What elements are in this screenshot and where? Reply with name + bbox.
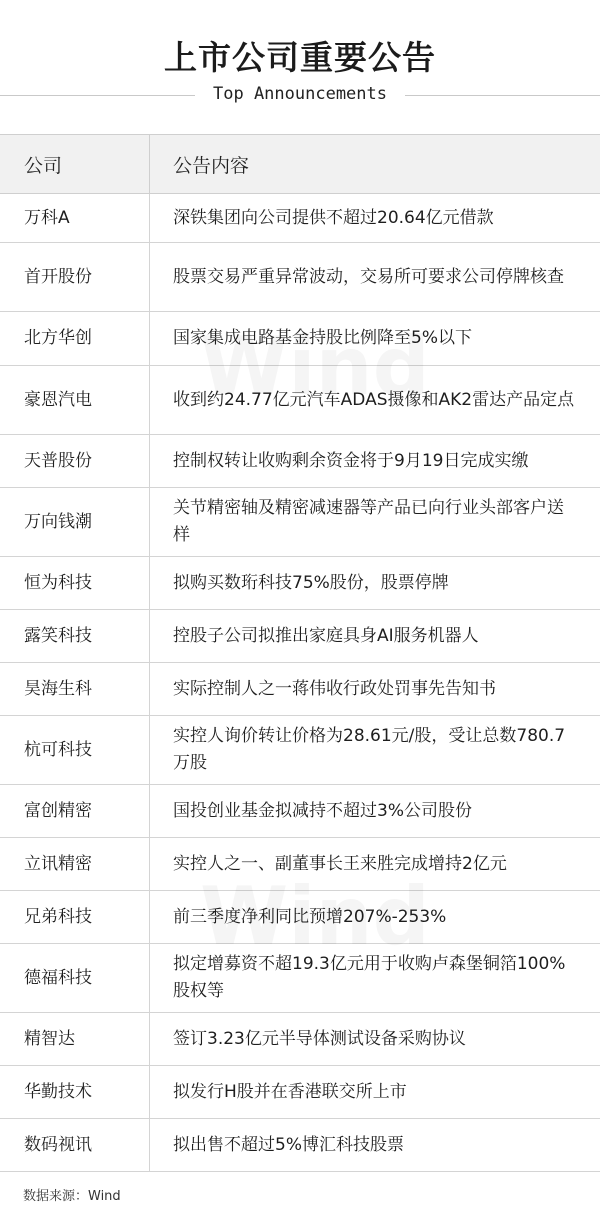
content-cell: 签订3.23亿元半导体测试设备采购协议 <box>173 1028 466 1049</box>
table-row <box>0 663 600 716</box>
table-row <box>0 435 600 488</box>
content-cell: 拟定增募资不超19.3亿元用于收购卢森堡铜箔100%股权等 <box>173 954 566 1001</box>
content-cell: 拟发行H股并在香港联交所上市 <box>173 1081 407 1102</box>
content-cell: 实际控制人之一蒋伟收行政处罚事先告知书 <box>173 678 496 699</box>
company-cell: 首开股份 <box>0 243 150 311</box>
page-subtitle: Top Announcements <box>213 84 387 104</box>
table-row <box>0 944 600 1013</box>
content-cell: 深铁集团向公司提供不超过20.64亿元借款 <box>173 207 494 228</box>
table-row <box>0 1066 600 1119</box>
table-row <box>0 838 600 891</box>
content-cell: 股票交易严重异常波动，交易所可要求公司停牌核查 <box>173 266 564 287</box>
content-cell: 控制权转让收购剩余资金将于9月19日完成实缴 <box>173 450 529 471</box>
company-cell: 德福科技 <box>0 944 150 1012</box>
table-header <box>0 134 600 194</box>
content-cell: 前三季度净利同比预增207%-253% <box>173 906 447 927</box>
content-cell: 收到约24.77亿元汽车ADAS摄像和AK2雷达产品定点 <box>173 389 575 410</box>
company-cell: 万向钱潮 <box>0 488 150 556</box>
column-header-company: 公司 <box>0 135 150 193</box>
company-cell: 精智达 <box>0 1013 150 1065</box>
content-cell: 拟购买数珩科技75%股份，股票停牌 <box>173 572 449 593</box>
company-cell: 富创精密 <box>0 785 150 837</box>
content-cell: 拟出售不超过5%博汇科技股票 <box>173 1134 404 1155</box>
announcements-table <box>0 134 600 1172</box>
table-row <box>0 488 600 557</box>
title-divider-right <box>405 95 600 96</box>
company-cell: 杭可科技 <box>0 716 150 784</box>
company-cell: 万科A <box>0 194 150 242</box>
data-source-note: 数据来源：Wind <box>23 1189 121 1204</box>
table-row <box>0 785 600 838</box>
company-cell: 立讯精密 <box>0 838 150 890</box>
table-row <box>0 891 600 944</box>
page-title: 上市公司重要公告 <box>164 38 436 77</box>
content-cell: 国投创业基金拟减持不超过3%公司股份 <box>173 800 472 821</box>
table-row <box>0 1119 600 1172</box>
content-cell: 实控人之一、副董事长王来胜完成增持2亿元 <box>173 853 507 874</box>
company-cell: 华勤技术 <box>0 1066 150 1118</box>
content-cell: 实控人询价转让价格为28.61元/股，受让总数780.7万股 <box>173 726 566 773</box>
column-header-content: 公告内容 <box>173 154 250 177</box>
header <box>0 0 600 134</box>
table-row <box>0 243 600 312</box>
table-row <box>0 610 600 663</box>
company-cell: 北方华创 <box>0 312 150 365</box>
company-cell: 恒为科技 <box>0 557 150 609</box>
table-row <box>0 194 600 243</box>
content-cell: 国家集成电路基金持股比例降至5%以下 <box>173 328 472 348</box>
table-row <box>0 716 600 785</box>
company-cell: 露笑科技 <box>0 610 150 662</box>
table-row <box>0 366 600 435</box>
table-row <box>0 557 600 610</box>
table-row <box>0 312 600 366</box>
company-cell: 兄弟科技 <box>0 891 150 943</box>
content-cell: 关节精密轴及精密减速器等产品已向行业头部客户送样 <box>173 498 564 545</box>
company-cell: 天普股份 <box>0 435 150 487</box>
company-cell: 豪恩汽电 <box>0 366 150 434</box>
table-row <box>0 1013 600 1066</box>
content-cell: 控股子公司拟推出家庭具身AI服务机器人 <box>173 625 479 646</box>
company-cell: 昊海生科 <box>0 663 150 715</box>
company-cell: 数码视讯 <box>0 1119 150 1171</box>
